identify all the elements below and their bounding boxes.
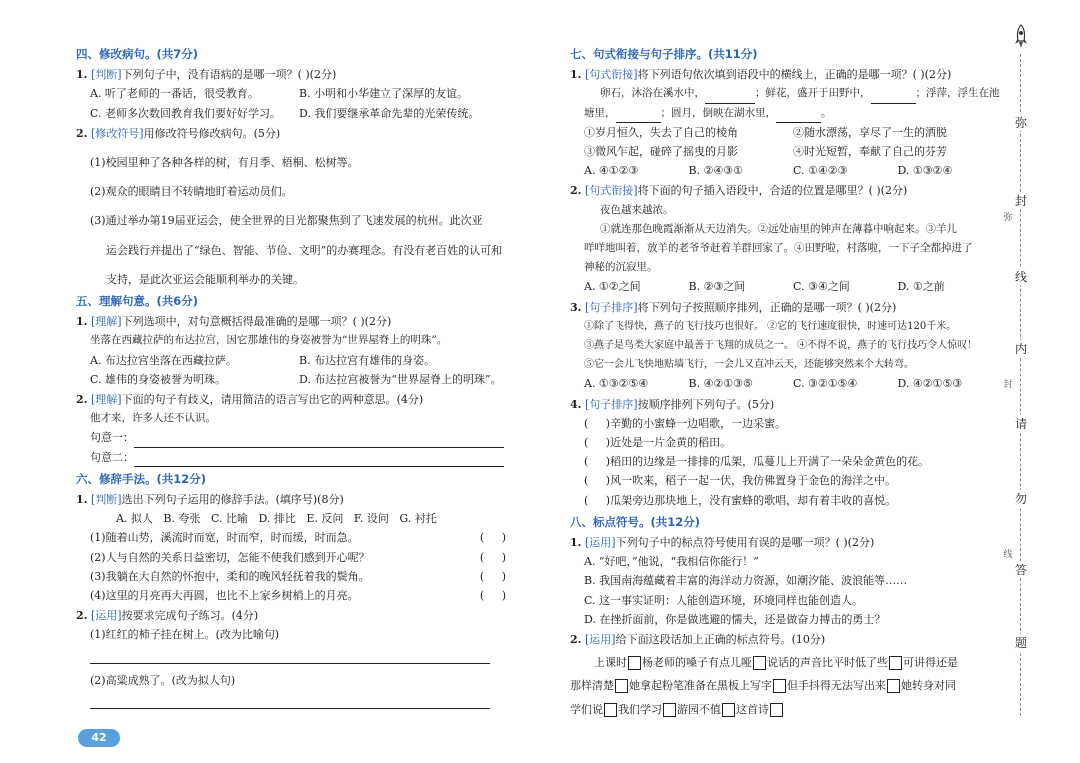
left-column	[76, 42, 508, 710]
q8-1: 1. [运用]下列句子中的标点符号使用有误的是哪一项？( )(2分)	[570, 536, 875, 550]
binding-margin	[1014, 26, 1028, 726]
q5-2: 2. [理解]下面的句子有歧义，请用简洁的语言写出它的两种意思。(4分)	[76, 393, 424, 407]
q7-4-item-1: ( )辛勤的小蜜蜂一边唱歌，一边采蜜。	[584, 416, 787, 430]
punct-box[interactable]	[722, 703, 735, 717]
q6-2-answer-2[interactable]	[76, 690, 508, 710]
q4-2-item-1: (1)校园里种了各种各样的树，有月季、梧桐、松树等。	[90, 156, 359, 170]
q7-1-options: A. ④①②③ B. ②④③① C. ①④②③ D. ①③②④	[584, 164, 953, 178]
section-5-title: 五、理解句意。(共6分)	[76, 294, 199, 309]
q4-1-options-cd: C. 老师多次数回教育我们要好好学习。 D. 我们要继承革命先辈的光荣传统。	[90, 106, 480, 120]
q8-1-option-a: A. “好吧，”他说，“我相信你能行！”	[584, 555, 759, 569]
q7-4-item-5: ( )瓜架旁边那块地上，没有蜜蜂的歌唱，却有着丰收的喜悦。	[584, 493, 897, 507]
q7-2-passage-1: ①就连那色晚霞渐渐从天边消失。②远处庙里的钟声在薄暮中响起来。③羊儿	[600, 222, 957, 235]
q7-3-sentences-3: ⑤它一会儿飞快地贴墙飞行，一会儿又直冲云天，还能够突然来个大转弯。	[584, 359, 914, 371]
q7-2-passage-3: 神秘的沉寂里。	[584, 261, 658, 274]
q7-3: 3. [句子排序]将下列句子按照顺序排列，正确的是哪一项？( )(2分)	[570, 300, 897, 314]
answer-line[interactable]	[134, 435, 504, 448]
punct-box[interactable]	[628, 656, 641, 670]
q6-2-answer-1[interactable]	[76, 645, 508, 671]
punct-box[interactable]	[887, 679, 900, 693]
q8-2: 2. [运用]给下面这段话加上正确的标点符号。(10分)	[570, 633, 826, 647]
q4-1-options-ab: A. 听了老师的一番话，很受教育。 B. 小明和小华建立了深厚的友谊。	[90, 87, 469, 101]
punct-box[interactable]	[889, 656, 902, 670]
q6-1: 1. [判断]选出下列句子运用的修辞手法。(填序号)(8分)	[76, 493, 344, 507]
q5-2-meaning-2: 句意二：	[76, 448, 508, 467]
binding-char: 内	[1010, 340, 1032, 357]
binding-char: 线	[1010, 268, 1032, 285]
binding-char: 封	[1010, 192, 1032, 209]
q6-1-item-4: (4)这里的月亮再大再圆，也比不上家乡树梢上的月亮。 ( )	[90, 589, 506, 603]
section-8-title: 八、标点符号。(共12分)	[570, 514, 701, 529]
q7-3-sentences-2: ③燕子是鸟类大家庭中最善于飞翔的成员之一。 ④不得不说，燕子的飞行技巧令人惊叹！	[584, 340, 978, 352]
section-7-title: 七、句式衔接与句子排序。(共11分)	[570, 47, 758, 61]
q4-2-item-3a: (3)通过举办第19届亚运会，使全世界的目光都聚焦到了飞速发展的杭州。此次亚	[90, 214, 483, 228]
q6-1-choices: A. 拟人 B. 夸张 C. 比喻 D. 排比 E. 反问 F. 设问 G. 衬托	[116, 512, 437, 526]
q7-3-sentences-1: ①除了飞得快，燕子的飞行技巧也很好。 ②它的飞行速度很快，时速可达120千米。	[584, 320, 957, 332]
binding-dashed-line	[1020, 54, 1021, 716]
q4-2-item-2: (2)观众的眼睛目不转睛地盯着运动员们。	[90, 185, 293, 199]
binding-char: 答	[1010, 561, 1032, 578]
answer-line[interactable]	[134, 454, 504, 467]
q6-1-item-1: (1)随着山势，溪流时而宽，时而窄，时而缓，时而急。 ( )	[90, 531, 506, 545]
q5-1-options-cd: C. 雄伟的身姿被誉为明珠。 D. 布达拉宫被誉为“世界屋脊上的明珠”。	[90, 372, 502, 386]
binding-char: 请	[1010, 415, 1032, 432]
q5-1-quote: 坐落在西藏拉萨的布达拉宫，因它那雄伟的身姿被誉为“世界屋脊上的明珠”。	[90, 334, 448, 347]
q7-4-item-2: ( )近处是一片金黄的稻田。	[584, 436, 732, 450]
punct-box[interactable]	[663, 703, 676, 717]
q7-4-item-4: ( )风一吹来，稻子一起一伏，我仿佛置身于金色的海洋之中。	[584, 474, 897, 488]
q7-2: 2. [句式衔接]将下面的句子插入语段中，合适的位置是哪里？( )(2分)	[570, 184, 908, 198]
punct-box[interactable]	[770, 703, 783, 717]
section-6-title: 六、修辞手法。(共12分)	[76, 471, 207, 486]
q7-1-sentences-34: ③微风乍起，碰碎了摇曳的月影 ④时光短暂，奉献了自己的芬芳	[584, 145, 947, 159]
q4-1: 1. [判断]下列句子中，没有语病的是哪一项？( )(2分)	[76, 68, 337, 82]
binding-side-char: 弥	[1003, 213, 1013, 223]
q4-2: 2. [修改符号]用修改符号修改病句。(5分)	[76, 126, 281, 140]
q8-2-line-3: 学们说 我们学习 游园不值 这首诗	[570, 698, 1002, 722]
q4-2-item-3b: 运会践行并提出了“绿色、智能、节俭、文明”的办赛理念。有没有老百姓的认可和	[106, 243, 503, 257]
q5-1: 1. [理解]下列选项中，对句意概括得最准确的是哪一项？( )(2分)	[76, 315, 392, 329]
binding-char: 题	[1010, 634, 1032, 651]
q6-1-item-3: (3)我躺在大自然的怀抱中，柔和的晚风轻抚着我的鬓角。 ( )	[90, 569, 506, 583]
binding-side-char: 线	[1003, 550, 1013, 560]
q7-4-item-3: ( )稻田的边缘是一排排的瓜架，瓜蔓儿上开满了一朵朵金黄色的花。	[584, 455, 930, 469]
q6-1-item-2: (2)人与自然的关系日益密切，怎能不使我们感到开心呢？ ( )	[90, 550, 506, 564]
page-number: 42	[78, 729, 120, 747]
q5-1-options-ab: A. 布达拉宫坐落在西藏拉萨。 B. 布达拉宫有雄伟的身姿。	[90, 353, 436, 367]
q8-2-line-1: 上课时 杨老师的嗓子有点儿哑 说话的声音比平时低了些 可讲得还是	[594, 656, 958, 670]
q8-2-line-2: 那样清楚 她拿起粉笔准备在黑板上写字 但手抖得无法写出来 她转身对同	[570, 679, 956, 693]
q7-2-passage-2: 咩咩地叫着，放羊的老爷爷赶着羊群回家了。④田野啦，村落啦，一下子全都掉进了	[584, 242, 973, 255]
punct-box[interactable]	[773, 679, 786, 693]
punct-box[interactable]	[615, 679, 628, 693]
q8-1-option-b: B. 我国南海蕴藏着丰富的海洋动力资源，如潮汐能、波浪能等……	[584, 574, 908, 588]
punct-box[interactable]	[753, 656, 766, 670]
section-4-title: 四、修改病句。(共7分)	[76, 47, 199, 61]
q7-2-options: A. ①②之间 B. ②③之间 C. ③④之间 D. ①之前	[584, 280, 945, 294]
q7-4: 4. [句子排序]按顺序排列下列句子。(5分)	[570, 397, 775, 411]
q7-1-sentences-12: ①岁月恒久，失去了自己的棱角 ②随水漂荡，享尽了一生的洒脱	[584, 125, 947, 139]
q4-2-item-3c: 支持，是此次亚运会能顺利举办的关键。	[106, 272, 304, 286]
q6-2-item-1: (1)红红的柿子挂在树上。(改为比喻句)	[90, 628, 280, 642]
binding-side-char: 封	[1003, 380, 1013, 390]
q5-2-quote: 他才来，许多人还不认识。	[90, 412, 216, 425]
q5-2-meaning-1: 句意一：	[76, 428, 508, 447]
binding-char: 弥	[1010, 114, 1032, 131]
q7-1: 1. [句式衔接]将下列语句依次填到语段中的横线上，正确的是哪一项？( )(2分)	[570, 68, 952, 82]
q6-2: 2. [运用]按要求完成句子练习。(4分)	[76, 609, 259, 623]
q7-3-options: A. ①③②⑤④ B. ④②①③⑤ C. ③②①⑤④ D. ④②①⑤③	[584, 377, 963, 391]
q6-2-item-2: (2)高粱成熟了。(改为拟人句)	[90, 673, 236, 687]
punct-box[interactable]	[604, 703, 617, 717]
q7-1-passage-1: 卵石，沐浴在溪水中， ；鲜花，盛开于田野中， ；浮萍，浮生在池	[570, 84, 1002, 103]
q7-2-insert: 夜色越来越浓。	[600, 203, 674, 216]
q8-1-option-c: C. 这一事实证明：人能创造环境，环境同样也能创造人。	[584, 593, 864, 607]
binding-char: 勿	[1010, 490, 1032, 507]
q8-1-option-d: D. 在挫折面前，你是做逃避的懦夫，还是做奋力搏击的勇士？	[584, 612, 886, 626]
right-column	[570, 42, 1002, 722]
q7-1-passage-2: 塘里， ；圆月，倒映在湖水里， 。	[570, 104, 1002, 123]
